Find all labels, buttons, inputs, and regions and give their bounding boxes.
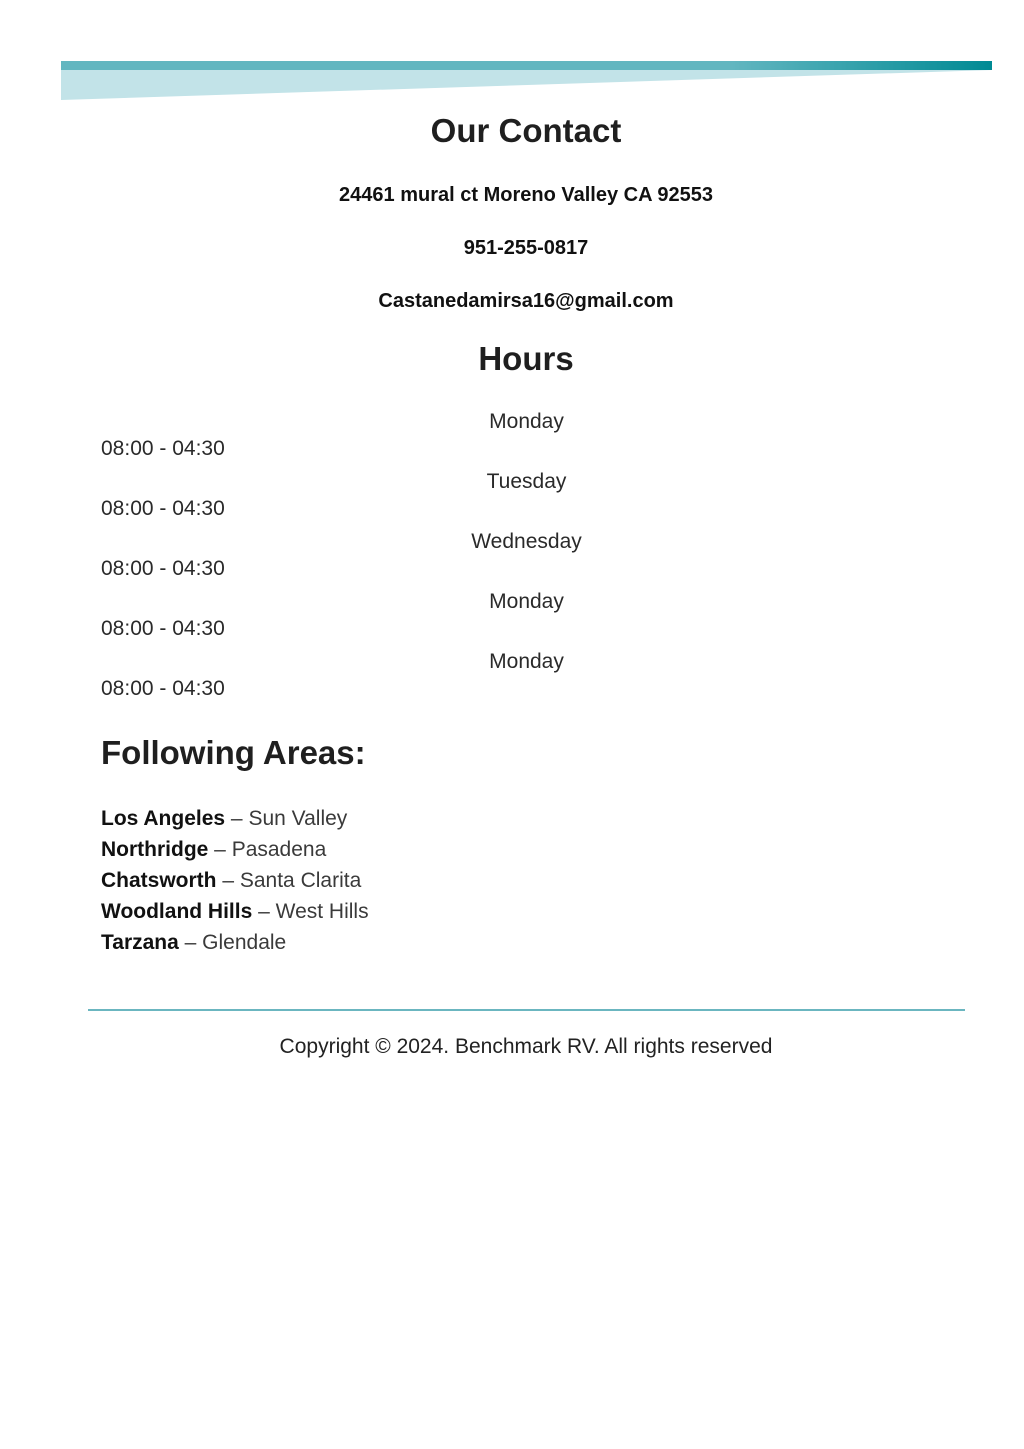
hours-day: Monday: [489, 410, 564, 433]
area-item: [101, 898, 369, 929]
areas-list: [101, 805, 369, 960]
hours-list: [101, 406, 952, 706]
area-separator: –: [208, 838, 232, 861]
hours-row: [101, 646, 952, 706]
hours-time: 08:00 - 04:30: [101, 497, 225, 520]
area-item: [101, 836, 369, 867]
hours-time: 08:00 - 04:30: [101, 557, 225, 580]
hours-day: Monday: [489, 650, 564, 673]
area-separator: –: [216, 869, 240, 892]
area-primary: Los Angeles: [101, 807, 226, 830]
area-secondary: Santa Clarita: [239, 869, 362, 892]
hours-day: Monday: [489, 590, 564, 613]
areas-title: Following Areas:: [101, 734, 366, 771]
hours-day: Tuesday: [486, 470, 567, 493]
contact-email[interactable]: Castanedamirsa16@gmail.com: [378, 290, 674, 312]
contact-phone[interactable]: 951-255-0817: [463, 237, 589, 259]
area-item: [101, 929, 369, 960]
area-primary: Woodland Hills: [101, 900, 253, 923]
area-primary: Tarzana: [101, 931, 179, 954]
area-item: [101, 805, 369, 836]
hours-row: [101, 586, 952, 646]
top-banner-graphic: [61, 61, 992, 101]
copyright-text: Copyright © 2024. Benchmark RV. All rights reserved: [279, 1035, 773, 1058]
hours-row: [101, 466, 952, 526]
area-secondary: Pasadena: [231, 838, 327, 861]
area-secondary: Glendale: [202, 931, 287, 954]
banner-light-wedge: [61, 70, 992, 100]
hours-time: 08:00 - 04:30: [101, 437, 225, 460]
contact-address: 24461 mural ct Moreno Valley CA 92553: [339, 184, 713, 206]
hours-row: [101, 406, 952, 466]
area-separator: –: [178, 931, 203, 954]
area-separator: –: [225, 807, 249, 830]
hours-title: Hours: [478, 340, 574, 377]
hours-time: 08:00 - 04:30: [101, 617, 225, 640]
hours-time: 08:00 - 04:30: [101, 677, 225, 700]
contact-title: Our Contact: [430, 112, 622, 149]
area-item: [101, 867, 369, 898]
area-primary: Chatsworth: [101, 869, 217, 892]
hours-row: [101, 526, 952, 586]
banner-accent-strip: [61, 61, 992, 70]
hours-day: Wednesday: [471, 530, 582, 553]
area-separator: –: [252, 900, 276, 923]
area-secondary: West Hills: [275, 900, 369, 923]
footer-divider: [88, 1009, 965, 1011]
area-secondary: Sun Valley: [248, 807, 348, 830]
area-primary: Northridge: [101, 838, 209, 861]
